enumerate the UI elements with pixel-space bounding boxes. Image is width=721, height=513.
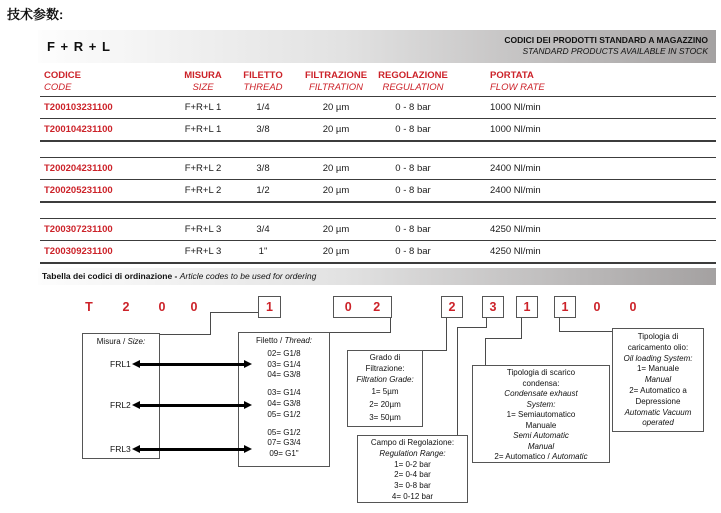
cell-thread: 1/4 (256, 102, 270, 113)
col-header-filtration: FILTRATION (308, 82, 363, 93)
double-arrow-icon (140, 448, 244, 451)
table-row (40, 240, 716, 262)
connector-line (160, 334, 211, 335)
code-digit-box-size: 1 (258, 296, 281, 318)
size-item-frl1: FRL1 (110, 359, 131, 369)
oil-title-en: Oil loading System: (623, 353, 693, 363)
thread-option: 09= G1" (269, 449, 299, 459)
thread-option: 04= G3/8 (267, 370, 301, 380)
cell-code: T200104231100 (44, 124, 113, 135)
cell-thread: 3/8 (256, 124, 270, 135)
col-header-filtrazione: FILTRAZIONE (304, 70, 368, 81)
cell-flow: 2400 Nl/min (490, 185, 541, 196)
connector-line (559, 318, 560, 331)
connector-line (210, 312, 258, 313)
cell-filtration: 20 µm (322, 246, 350, 257)
cell-size: F+R+L 1 (184, 124, 222, 135)
cell-filtration: 20 µm (322, 163, 350, 174)
cell-regulation: 0 - 8 bar (395, 163, 431, 174)
oil-option: 2= Automatico a (629, 385, 687, 395)
col-header-thread: THREAD (243, 82, 283, 93)
cell-flow: 1000 Nl/min (490, 102, 541, 113)
connector-line (485, 338, 522, 339)
code-digit-box-condensate: 1 (516, 296, 538, 318)
oil-title-it-1: Tipologia di (637, 332, 679, 341)
oil-option: operated (642, 418, 674, 428)
table-row (40, 97, 716, 118)
col-header-misura: MISURA (184, 70, 222, 81)
cell-regulation: 0 - 8 bar (395, 124, 431, 135)
table-group-frl3 (40, 218, 716, 264)
thread-option: 03= G1/4 (267, 388, 301, 398)
regulation-title-it: Campo di Regolazione: (370, 438, 455, 447)
code-digit-box-regulation: 3 (482, 296, 504, 318)
code-digit-box-thread (333, 296, 392, 318)
stock-title-it: CODICI DEI PRODOTTI STANDARD A MAGAZZINO (504, 35, 708, 45)
cell-regulation: 0 - 8 bar (395, 185, 431, 196)
cell-code: T200307231100 (44, 224, 113, 235)
col-header-codice: CODICE (44, 70, 81, 81)
cell-flow: 1000 Nl/min (490, 124, 541, 135)
connector-line (330, 332, 391, 333)
cell-filtration: 20 µm (322, 224, 350, 235)
regulation-box (357, 435, 468, 503)
thread-option: 05= G1/2 (267, 427, 301, 437)
condensate-option-en: Automatic (552, 452, 588, 461)
regulation-option: 4= 0-12 bar (391, 491, 434, 501)
cell-size: F+R+L 3 (184, 246, 222, 257)
connector-line (390, 318, 391, 332)
connector-line (422, 350, 447, 351)
double-arrow-icon (140, 363, 244, 366)
table-row (40, 179, 716, 201)
col-header-regolazione: REGOLAZIONE (378, 70, 448, 81)
cell-regulation: 0 - 8 bar (395, 246, 431, 257)
cell-size: F+R+L 3 (184, 224, 222, 235)
cell-thread: 1" (258, 246, 268, 257)
filtration-option: 1= 5µm (371, 387, 399, 397)
filtration-title-it-1: Grado di (369, 353, 401, 362)
thread-box-title-it: Filetto / (255, 336, 283, 345)
thread-options-frl3 (239, 428, 329, 460)
table-group-frl2 (40, 157, 716, 203)
connector-line (210, 312, 211, 334)
code-digit: T (85, 300, 93, 314)
condensate-option: Manuale (525, 420, 557, 430)
connector-line (446, 318, 447, 350)
cell-thread: 1/2 (256, 185, 270, 196)
condensate-box (472, 365, 610, 463)
col-header-filetto: FILETTO (243, 70, 283, 81)
condensate-option-it: 2= Automatico / (494, 452, 550, 461)
filtration-option: 2= 20µm (369, 400, 401, 410)
condensate-option: Semi Automatic (513, 431, 569, 440)
condensate-title-it-1: Tipologia di scarico (506, 368, 576, 377)
condensate-title-it-2: condensa: (522, 378, 560, 388)
oil-option: 1= Manuale (636, 364, 680, 374)
code-digit: 0 (190, 300, 198, 314)
product-line-label: F + R + L (47, 39, 111, 54)
cell-code: T200103231100 (44, 102, 113, 113)
code-digit-box-filtration: 2 (441, 296, 463, 318)
thread-option: 02= G1/8 (267, 348, 301, 358)
code-digit: 0 (344, 300, 352, 314)
oil-box (612, 328, 704, 432)
thread-options-frl2 (239, 388, 329, 420)
regulation-option: 2= 0-4 bar (394, 470, 431, 480)
thread-option: 07= G3/4 (267, 438, 301, 448)
thread-option: 03= G1/4 (267, 359, 301, 369)
code-digit: 0 (158, 300, 166, 314)
cell-filtration: 20 µm (322, 185, 350, 196)
cell-size: F+R+L 2 (184, 163, 222, 174)
code-digit-box-oil: 1 (554, 296, 576, 318)
connector-line (486, 318, 487, 327)
oil-option: Automatic Vacuum (624, 407, 692, 417)
size-box-title-en: Size: (127, 337, 146, 346)
code-digit: 0 (629, 300, 637, 314)
size-item-frl3: FRL3 (110, 444, 131, 454)
col-header-flow-rate: FLOW RATE (490, 82, 545, 93)
code-digit: 0 (593, 300, 601, 314)
condensate-option (473, 452, 609, 463)
stock-header-bar (38, 30, 716, 63)
size-box (82, 333, 160, 459)
cell-thread: 3/4 (256, 224, 270, 235)
connector-line (457, 327, 458, 435)
oil-title-it-2: caricamento olio: (627, 342, 689, 352)
size-box-title-it: Misura / (96, 337, 126, 346)
connector-line (457, 327, 487, 328)
condensate-title-en-1: Condensate exhaust (504, 389, 578, 398)
cell-code: T200309231100 (44, 246, 113, 257)
cell-size: F+R+L 2 (184, 185, 222, 196)
cell-regulation: 0 - 8 bar (395, 102, 431, 113)
regulation-option: 1= 0-2 bar (394, 459, 431, 469)
tech-params-label: 技术参数: (7, 7, 64, 22)
cell-thread: 3/8 (256, 163, 270, 174)
col-header-regulation: REGULATION (382, 82, 444, 93)
cell-regulation: 0 - 8 bar (395, 224, 431, 235)
filtration-title-en: Filtration Grade: (356, 374, 414, 384)
thread-box-title-en: Thread: (284, 336, 313, 345)
ordering-title-en: Article codes to be used for ordering (179, 271, 317, 281)
filtration-option: 3= 50µm (369, 412, 401, 422)
col-header-portata: PORTATA (490, 70, 534, 81)
cell-size: F+R+L 1 (184, 102, 222, 113)
condensate-option: Manual (527, 441, 555, 451)
connector-line (485, 338, 486, 365)
table-row (40, 219, 716, 240)
cell-filtration: 20 µm (322, 102, 350, 113)
table-row (40, 118, 716, 140)
ordering-title-it: Tabella dei codici di ordinazione - (42, 271, 178, 281)
condensate-option: 1= Semiautomatico (506, 410, 576, 419)
cell-filtration: 20 µm (322, 124, 350, 135)
col-header-size: SIZE (192, 82, 214, 93)
cell-code: T200205231100 (44, 185, 113, 196)
size-item-frl2: FRL2 (110, 400, 131, 410)
table-group-frl1 (40, 96, 716, 142)
ordering-header-bar (38, 268, 716, 285)
col-header-code: CODE (44, 82, 72, 93)
table-row (40, 158, 716, 179)
oil-option: Manual (644, 375, 672, 385)
double-arrow-icon (140, 404, 244, 407)
stock-title-en: STANDARD PRODUCTS AVAILABLE IN STOCK (522, 46, 708, 56)
regulation-title-en: Regulation Range: (379, 448, 446, 458)
oil-option: Depressione (635, 396, 681, 406)
stock-title (504, 35, 708, 57)
cell-code: T200204231100 (44, 163, 113, 174)
thread-options-frl1 (239, 349, 329, 381)
thread-option: 05= G1/2 (267, 409, 301, 419)
thread-option: 04= G3/8 (267, 398, 301, 408)
code-digit: 2 (122, 300, 130, 314)
cell-flow: 2400 Nl/min (490, 163, 541, 174)
filtration-title-it-2: Filtrazione: (365, 363, 405, 373)
connector-line (521, 318, 522, 338)
regulation-option: 3= 0-8 bar (394, 481, 431, 491)
code-digit: 2 (373, 300, 381, 314)
condensate-title-en-2: System: (526, 399, 556, 409)
cell-flow: 4250 Nl/min (490, 224, 541, 235)
connector-line (559, 331, 613, 332)
cell-flow: 4250 Nl/min (490, 246, 541, 257)
filtration-box (347, 350, 423, 427)
